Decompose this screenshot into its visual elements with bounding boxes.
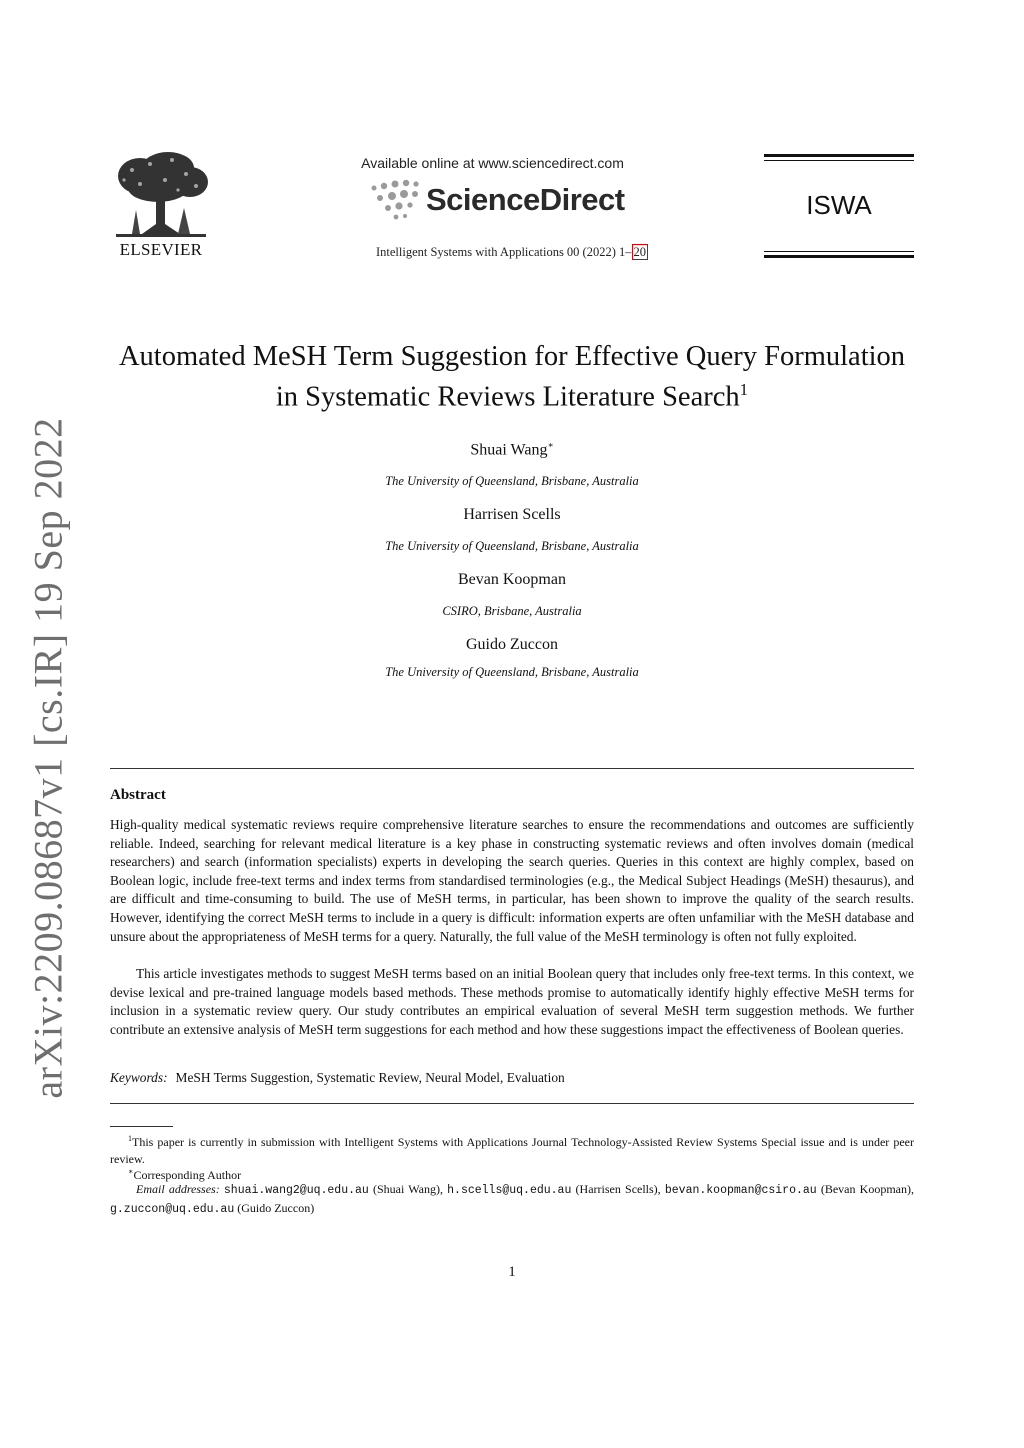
elsevier-logo — [110, 150, 212, 262]
footnote-1 — [110, 1131, 914, 1168]
author-name-text: Shuai Wang — [470, 441, 548, 459]
isw-bottom-rule-thick — [764, 255, 914, 258]
keywords-label: Keywords: — [110, 1070, 168, 1085]
keywords-line — [110, 1070, 914, 1086]
author-name — [262, 571, 762, 589]
isw-top-rule-thin — [764, 160, 914, 161]
available-online-text: Available online at www.sciencedirect.com — [361, 155, 624, 171]
email-link[interactable]: shuai.wang2@uq.edu.au — [223, 1184, 369, 1197]
corresponding-footnote-mark: ∗ — [128, 1167, 134, 1176]
author-affiliation: The University of Queensland, Brisbane, Australia — [385, 474, 639, 488]
journal-last-page-link[interactable]: 20 — [633, 245, 647, 259]
email-link[interactable]: g.zuccon@uq.edu.au — [110, 1202, 235, 1216]
email-label: Email addresses: — [136, 1182, 220, 1196]
email-owner: (Shuai Wang), — [368, 1182, 448, 1196]
abstract-bottom-rule — [110, 1103, 914, 1104]
paper-title-line-2 — [100, 373, 924, 414]
journal-abbreviation: ISWA — [806, 190, 872, 220]
sciencedirect-wordmark: ScienceDirect — [426, 182, 625, 217]
sciencedirect-dots-icon — [368, 178, 424, 224]
paper-title — [100, 340, 924, 414]
keywords-text: MeSH Terms Suggestion, Systematic Review, Neural Model, Evaluation — [175, 1070, 565, 1085]
arxiv-identifier-stamp: arXiv:2209.08687v1 [cs.IR] 19 Sep 2022 — [25, 417, 71, 1099]
footnote-rule — [110, 1126, 173, 1127]
author-name — [262, 440, 762, 459]
footnote-1-text: This paper is currently in submission with Intelligent Systems with Applications Journal Technology-Assisted Review Systems Special issue and is under peer review. — [110, 1135, 914, 1166]
email-link[interactable]: bevan.koopman@csiro.au — [664, 1184, 817, 1197]
journal-reference-text: Intelligent Systems with Applications 00 (2022) 1– — [375, 245, 632, 259]
author-name-text: Harrisen Scells — [463, 506, 561, 523]
elsevier-wordmark: ELSEVIER — [119, 240, 203, 259]
author-affiliation: CSIRO, Brisbane, Australia — [442, 604, 582, 618]
abstract-heading: Abstract — [110, 787, 166, 803]
paper-title-line-2-text: in Systematic Reviews Literature Search — [275, 381, 740, 413]
corresponding-author-mark[interactable]: ∗ — [547, 440, 554, 450]
paper-title-line-1: Automated MeSH Term Suggestion for Effective Query Formulation — [118, 341, 906, 372]
author-name-text: Bevan Koopman — [458, 571, 566, 588]
abstract-top-rule — [110, 768, 914, 769]
isw-bottom-rule-thin — [764, 251, 914, 252]
corresponding-footnote-text: Corresponding Author — [133, 1168, 242, 1182]
email-owner: (Guido Zuccon) — [234, 1200, 315, 1215]
email-link[interactable]: h.scells@uq.edu.au — [447, 1184, 572, 1197]
email-owner: (Harrisen Scells), — [571, 1182, 665, 1196]
email-addresses-footnote — [110, 1181, 914, 1219]
author-name-text: Guido Zuccon — [466, 636, 558, 653]
author-name — [262, 636, 762, 654]
abstract-paragraph-2: This article investigates methods to suggest MeSH terms based on an initial Boolean query that includes only free-text terms. In this context, we devise lexical and pre-trained language models based methods. These methods promise to automatically identify highly effective MeSH terms for inclusion in a systematic review query. Our study contributes an empirical evaluation of several MeSH term suggestion methods. We further contribute an extensive analysis of MeSH term suggestions for each method and how these suggestions impact the effectiveness of Boolean queries. — [110, 966, 914, 1037]
journal-reference — [300, 245, 724, 260]
elsevier-tree-icon — [110, 150, 212, 238]
abstract-paragraph-1: High-quality medical systematic reviews require comprehensive literature searches to ensure the recommendations and outcomes are sufficiently reliable. Indeed, searching for relevant medical literature is a key phase in constructing systematic reviews and often involves domain (medical researchers) and search (information specialists) experts in developing the search queries. Queries in this context are highly complex, based on Boolean logic, include free-text terms and index terms from standardised terminologies (e.g., the Medical Subject Headings (MeSH) thesaurus), and are difficult and time-consuming to build. The use of MeSH terms, in particular, has been shown to improve the quality of the search results. However, identifying the correct MeSH terms to include in a query is difficult: information experts are often unfamiliar with the MeSH database and unsure about the appropriateness of MeSH terms for a query. Naturally, the full value of the MeSH terminology is often not fully exploited. — [110, 817, 914, 944]
isw-top-rule-thick — [764, 154, 914, 157]
author-name — [262, 506, 762, 524]
footnote-1-mark: 1 — [128, 1134, 132, 1143]
author-affiliation: The University of Queensland, Brisbane, Australia — [385, 665, 639, 679]
email-owner: (Bevan Koopman), — [816, 1182, 914, 1196]
author-affiliation: The University of Queensland, Brisbane, Australia — [385, 539, 639, 553]
page-number: 1 — [508, 1264, 516, 1280]
sciencedirect-logo — [368, 178, 648, 224]
title-footnote-mark[interactable]: 1 — [739, 380, 749, 399]
